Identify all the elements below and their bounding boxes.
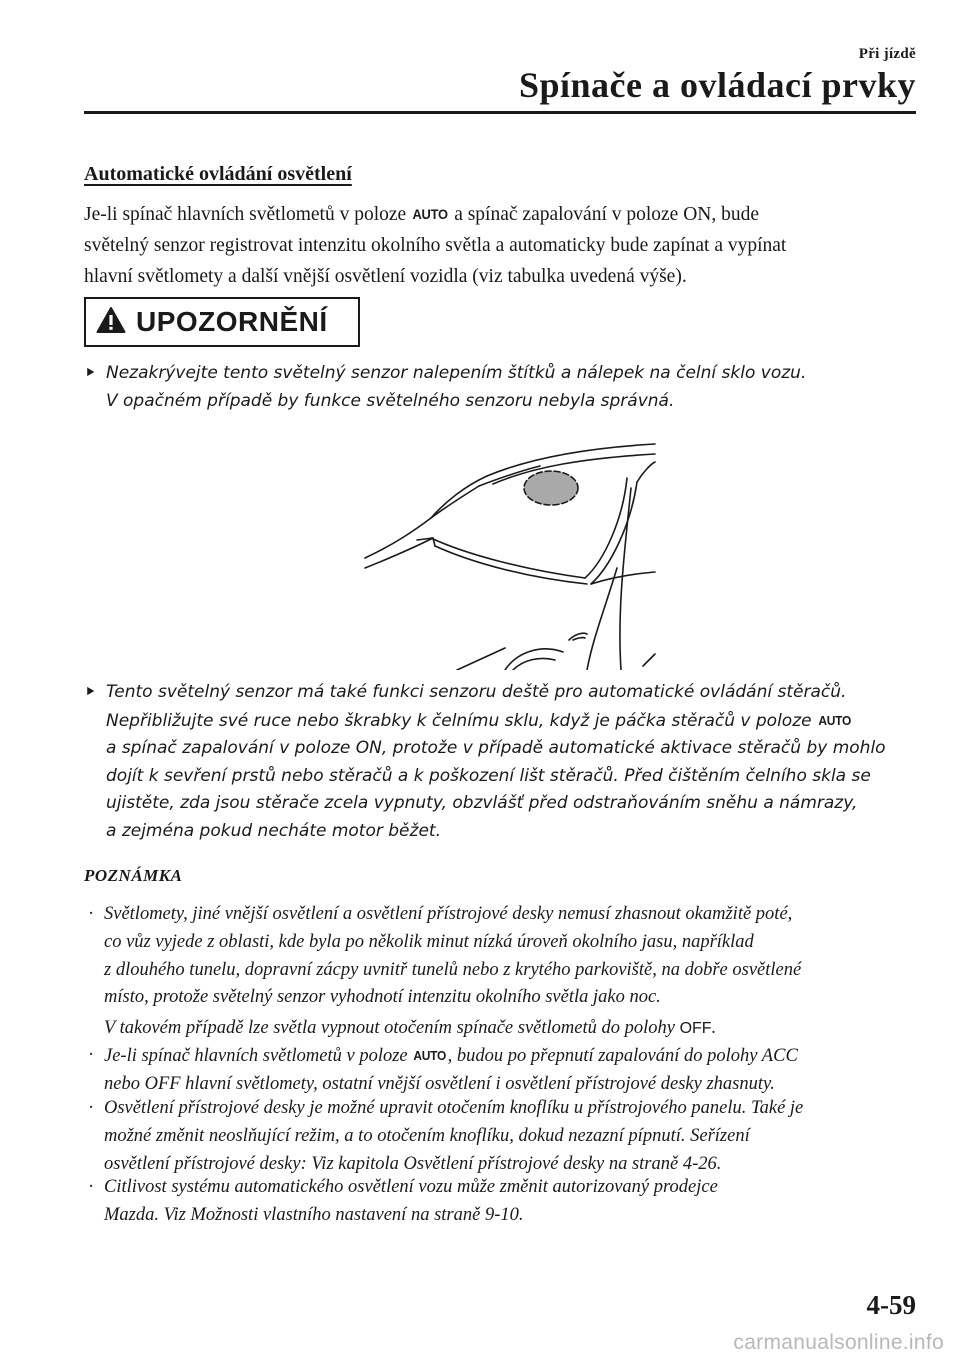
intro-text: Je-li spínač hlavních světlometů v poloze <box>84 204 412 225</box>
header-rule <box>84 111 916 114</box>
intro-line: hlavní světlomety a další vnější osvětlení vozidla (viz tabulka uvedená výše). <box>84 266 687 287</box>
section-title: Spínače a ovládací prvky <box>518 65 916 105</box>
intro-paragraph <box>84 199 916 292</box>
arrow-bullet-icon: ⯈ <box>84 683 97 701</box>
note-line <box>84 1042 924 1071</box>
caution-label: UPOZORNĚNÍ <box>136 306 328 337</box>
note-line: nebo OFF hlavní světlomety, ostatní vnější osvětlení i osvětlení přístrojové desky zhasnuty. <box>104 1073 775 1094</box>
warning-line: Tento světelný senzor má také funkci senzoru deště pro automatické ovládání stěračů. <box>106 682 847 702</box>
note-line: možné změnit neoslňující režim, a to otočením knoflíku, dokud nezazní pípnutí. Seřízení <box>104 1125 750 1146</box>
warning-item <box>84 360 924 415</box>
note-line <box>84 1015 924 1043</box>
windshield-sensor-illustration <box>355 438 665 675</box>
dot-bullet: · <box>88 1098 95 1118</box>
auto-symbol: AUTO <box>818 712 851 728</box>
note-text: V takovém případě lze světla vypnout otočením spínače světlometů do polohy <box>104 1018 680 1039</box>
note-heading: POZNÁMKA <box>84 866 183 885</box>
warning-line: a zejména pokud necháte motor běžet. <box>106 820 441 841</box>
warning-line <box>84 707 924 736</box>
watermark-link[interactable]: carmanualsonline.info <box>733 1331 944 1354</box>
note-line: místo, protože světelný senzor vyhodnotí intenzitu okolního světla jako noc. <box>104 987 661 1008</box>
note-line: z dlouhého tunelu, dopravní zácpy uvnitř tunelů nebo z krytého parkoviště, na dobře osvětlené <box>104 959 802 980</box>
warning-text: Nepřibližujte své ruce nebo škrabky k čelnímu sklu, když je páčka stěračů v poloze <box>106 710 817 731</box>
note-line: Citlivost systému automatického osvětlení vozu může změnit autorizovaný prodejce <box>104 1177 718 1197</box>
dot-bullet: · <box>88 1177 95 1197</box>
note-item <box>84 901 924 1043</box>
note-line: Osvětlení přístrojové desky je možné upravit otočením knoflíku u přístrojového panelu. Také je <box>104 1098 804 1118</box>
intro-text: a spínač zapalování v poloze ON, bude <box>449 204 760 225</box>
note-line: osvětlení přístrojové desky: Viz kapitola Osvětlení přístrojové desky na straně 4-26. <box>104 1153 722 1174</box>
page-number: 4-59 <box>866 1290 916 1320</box>
chapter-label: Při jízdě <box>858 46 916 62</box>
note-text: Je-li spínač hlavních světlometů v poloze <box>104 1046 413 1066</box>
warning-item <box>84 679 924 845</box>
warning-line: Nezakrývejte tento světelný senzor nalepením štítků a nálepek na čelní sklo vozu. <box>106 363 807 383</box>
note-line: Mazda. Viz Možnosti vlastního nastavení na straně 9-10. <box>104 1204 524 1225</box>
dot-bullet: · <box>88 904 95 924</box>
note-text: , budou po přepnutí zapalování do polohy ACC <box>447 1046 798 1066</box>
off-symbol: OFF <box>679 1020 712 1038</box>
note-item <box>84 1042 924 1099</box>
warning-triangle-icon <box>96 306 126 339</box>
warning-line: V opačném případě by funkce světelného senzoru nebyla správná. <box>106 390 675 411</box>
dot-bullet: · <box>88 1045 95 1065</box>
caution-box <box>84 297 360 347</box>
note-text: . <box>711 1018 717 1039</box>
note-line: Světlomety, jiné vnější osvětlení a osvětlení přístrojové desky nemusí zhasnout okamžitě poté, <box>104 904 793 924</box>
intro-line: světelný senzor registrovat intenzitu okolního světla a automaticky bude zapínat a vypínat <box>84 235 787 256</box>
intro-line <box>84 199 916 230</box>
note-item <box>84 1174 924 1230</box>
warning-line: a spínač zapalování v poloze ON, protože v případě automatické aktivace stěračů by mohlo <box>106 738 886 758</box>
auto-symbol: AUTO <box>412 206 448 222</box>
arrow-bullet-icon: ⯈ <box>84 364 97 382</box>
warning-line: ujistěte, zda jsou stěrače zcela vypnuty, obzvlášť před odstraňováním sněhu a námrazy, <box>106 793 858 813</box>
warning-line: dojít k sevření prstů nebo stěračů a k poškození lišt stěračů. Před čištěním čelního skla se <box>106 765 871 786</box>
subheading: Automatické ovládání osvětlení <box>84 163 352 185</box>
auto-symbol: AUTO <box>413 1048 447 1063</box>
note-line: co vůz vyjede z oblasti, kde byla po několik minut nízká úroveň okolního jasu, například <box>104 931 754 952</box>
note-item <box>84 1095 924 1178</box>
